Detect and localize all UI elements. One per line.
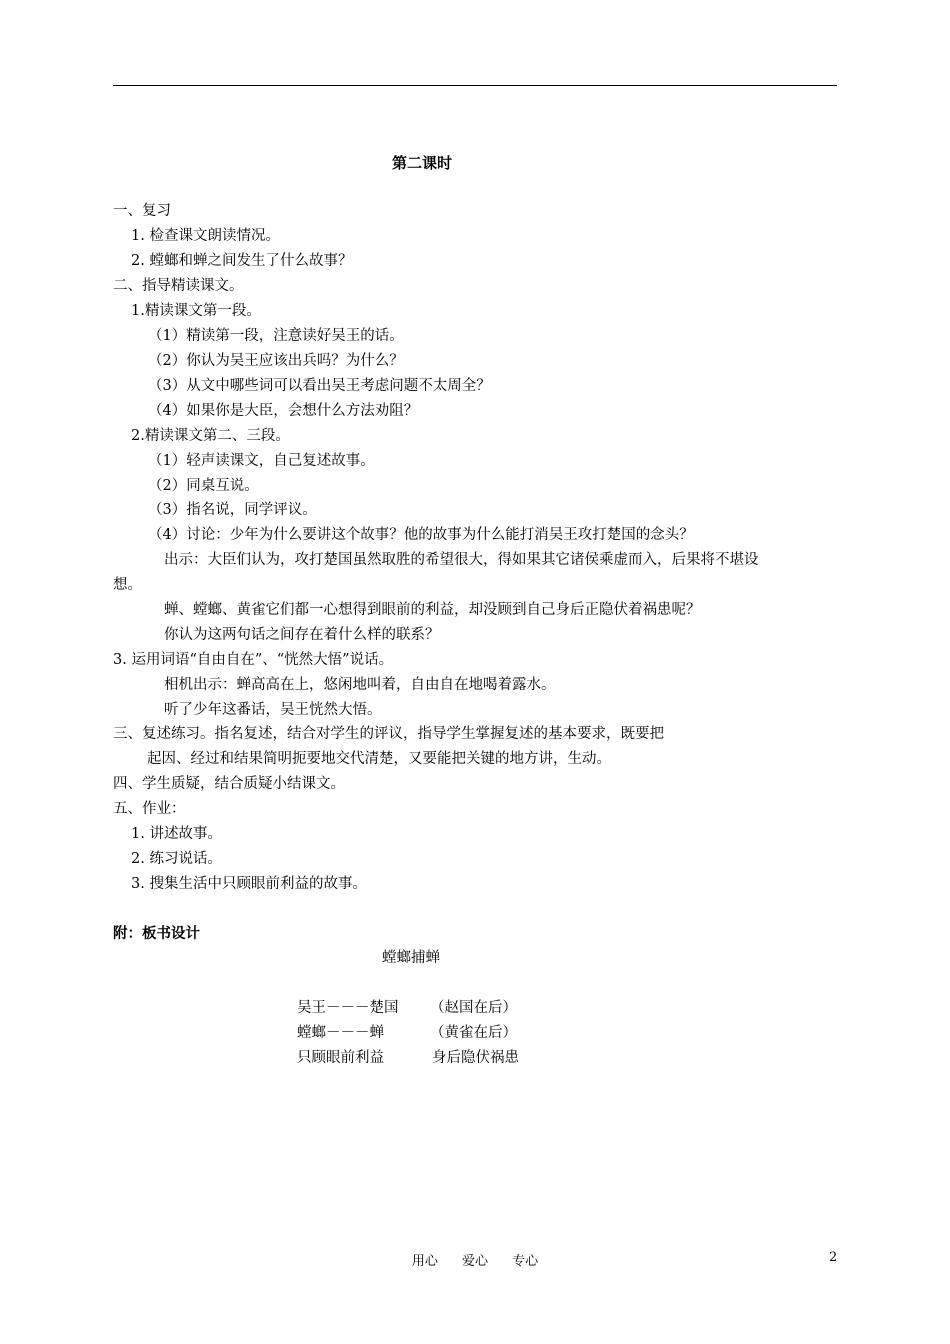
board-title: 螳螂捕蝉 (382, 950, 440, 966)
sub-heading: 2.精读课文第二、三段。 (131, 428, 290, 444)
list-item: （2）你认为吴王应该出兵吗？为什么？ (148, 353, 404, 369)
page-title: 第二课时 (391, 154, 452, 172)
list-item: （1）精读第一段，注意读好吴王的话。 (148, 328, 404, 344)
paragraph-text: 听了少年这番话，吴王恍然大悟。 (164, 702, 382, 718)
board-row-left: 吴王－－－楚国 (297, 1000, 399, 1016)
board-row-left: 螳螂－－－蝉 (297, 1025, 384, 1041)
page-number: 2 (829, 1250, 838, 1265)
list-item: （1）轻声读课文，自己复述故事。 (148, 453, 375, 469)
paragraph-text: 你认为这两句话之间存在着什么样的联系？ (164, 627, 440, 643)
list-item: 3. 搜集生活中只顾眼前利益的故事。 (131, 876, 367, 892)
section-heading: 四、学生质疑，结合质疑小结课文。 (113, 776, 345, 792)
list-item: （2）同桌互说。 (148, 478, 259, 494)
sub-heading: 1.精读课文第一段。 (131, 303, 261, 319)
list-item: 2. 螳螂和蝉之间发生了什么故事？ (131, 253, 353, 269)
list-item: （3）指名说，同学评议。 (148, 502, 317, 518)
footer-motto: 用心 (411, 1254, 438, 1269)
paragraph-text: 想。 (113, 577, 142, 593)
section-heading: 一、复习 (113, 203, 171, 219)
footer-motto: 爱心 (461, 1254, 488, 1269)
page-footer (0, 1250, 950, 1269)
paragraph-text: 相机出示：蝉高高在上，悠闲地叫着，自由自在地喝着露水。 (164, 677, 556, 693)
list-item: 1. 讲述故事。 (131, 826, 222, 842)
board-row-left: 只顾眼前利益 (297, 1050, 384, 1066)
list-item: （4）如果你是大臣，会想什么方法劝阻？ (148, 403, 419, 419)
list-item: （4）讨论：少年为什么要讲这个故事？他的故事为什么能打消吴王攻打楚国的念头？ (148, 527, 694, 543)
paragraph-text: 蝉、螳螂、黄雀它们都一心想得到眼前的利益，却没顾到自己身后正隐伏着祸患呢？ (164, 602, 701, 618)
section-heading: 五、作业： (113, 801, 186, 817)
board-row-right: 身后隐伏祸患 (432, 1050, 519, 1066)
section-heading: 三、复述练习。指名复述，结合对学生的评议，指导学生掌握复述的基本要求，既要把 (113, 726, 664, 742)
section-heading: 二、指导精读课文。 (113, 278, 244, 294)
list-item: 1. 检查课文朗读情况。 (131, 228, 280, 244)
list-item: 2. 练习说话。 (131, 851, 222, 867)
header-rule (113, 85, 837, 86)
footer-motto: 专心 (512, 1254, 539, 1269)
paragraph-text: 出示：大臣们认为，攻打楚国虽然取胜的希望很大，得如果其它诸侯乘虚而入，后果将不堪设 (164, 552, 759, 568)
sub-heading: 3. 运用词语“自由自在”、“恍然大悟”说话。 (113, 652, 394, 668)
paragraph-text: 起因、经过和结果简明扼要地交代清楚，又要能把关键的地方讲，生动。 (147, 751, 611, 767)
list-item: （3）从文中哪些词可以看出吴王考虑问题不太周全？ (148, 378, 491, 394)
appendix-heading: 附：板书设计 (113, 926, 200, 942)
board-row-right: （赵国在后） (430, 1000, 517, 1016)
board-row-right: （黄雀在后） (430, 1025, 517, 1041)
